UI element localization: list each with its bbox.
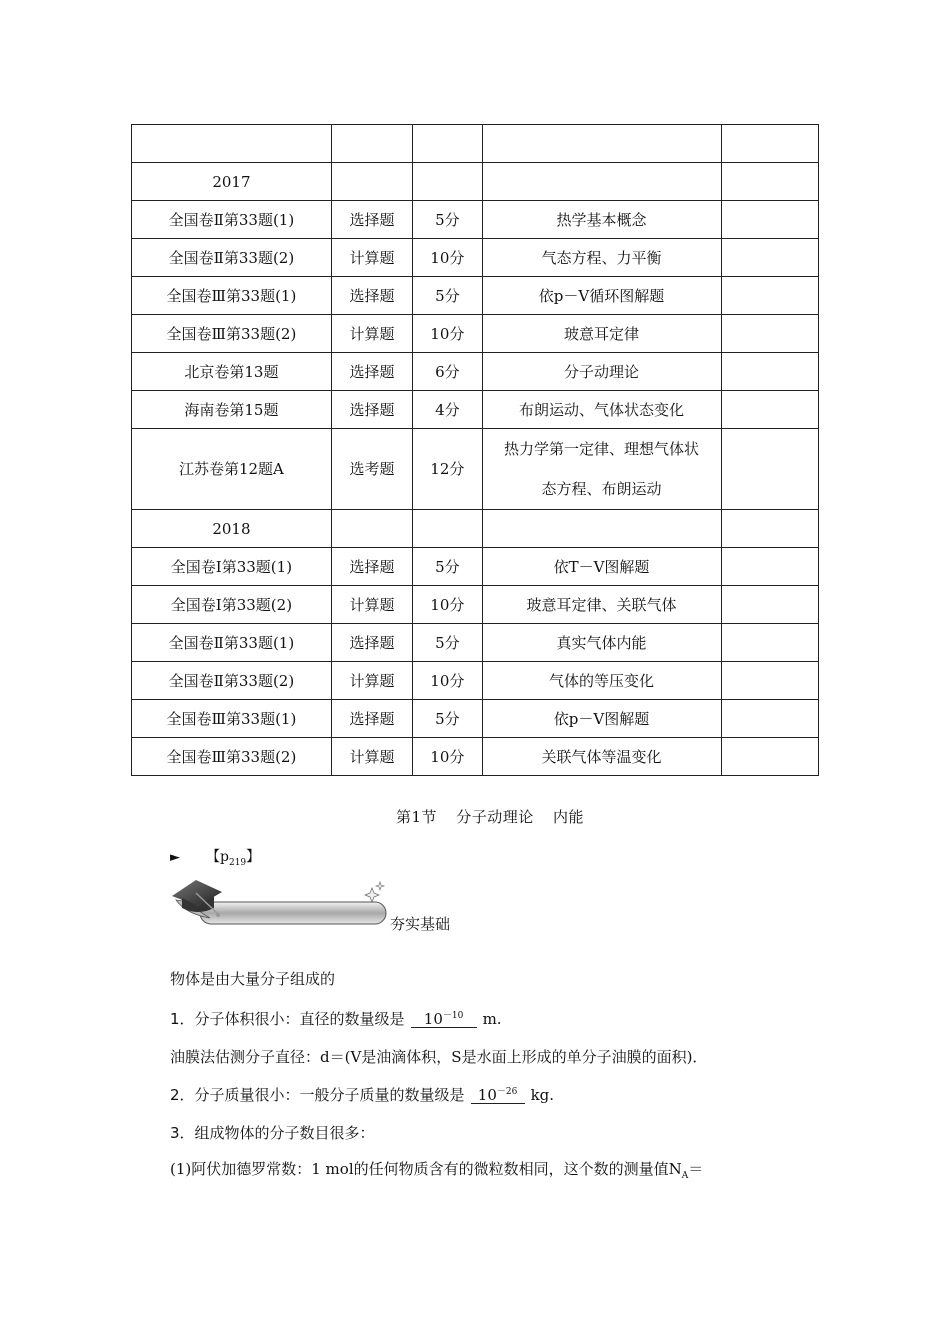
header-cell [482,125,721,163]
topic-cell: 玻意耳定律 [482,315,721,353]
paper-cell: 全国卷Ⅲ第33题(2) [132,315,332,353]
topic-cell: 玻意耳定律、关联气体 [482,586,721,624]
topic-line: 态方程、布朗运动 [541,480,662,498]
paper-cell: 全国卷Ⅲ第33题(1) [132,700,332,738]
score-cell: 10分 [413,586,482,624]
score-cell: 6分 [413,353,482,391]
question-type-cell: 选择题 [331,277,412,315]
topic-cell: 关联气体等温变化 [482,738,721,776]
table-row [132,277,819,315]
note-cell [721,586,818,624]
header-cell [413,125,482,163]
topic-cell: 依p－V循环图解题 [482,277,721,315]
paragraph-item-1: 1．分子体积很小：直径的数量级是 $10^{-10}$ m. [170,1010,502,1028]
table-row [132,239,819,277]
paper-cell: 全国卷Ⅱ第33题(2) [132,662,332,700]
header-cell [331,125,412,163]
paragraph-item-3: 3．组成物体的分子数目很多： [170,1124,375,1142]
header-cell [721,125,818,163]
answer-blank: $10^{-10}$ [411,1008,477,1028]
score-cell: 5分 [413,624,482,662]
question-type-cell: 计算题 [331,662,412,700]
note-cell [721,315,818,353]
score-cell: 10分 [413,662,482,700]
table-row [132,738,819,776]
table-row [132,353,819,391]
topic-cell: 气体的等压变化 [482,662,721,700]
section-title: 第1节 分子动理论 内能 [395,808,585,826]
question-type-cell: 选考题 [331,429,412,510]
topic-cell: 依p－V图解题 [482,700,721,738]
table-header-row [132,125,819,163]
empty-cell [331,510,412,548]
question-type-cell: 选择题 [331,700,412,738]
year-row [132,163,819,201]
page-reference: ► 【$p_{219}$】 [170,849,261,868]
paper-cell: 全国卷Ⅰ第33题(1) [132,548,332,586]
empty-cell [721,163,818,201]
score-cell: 12分 [413,429,482,510]
note-cell [721,429,818,510]
note-cell [721,353,818,391]
topic-cell: 布朗运动、气体状态变化 [482,391,721,429]
empty-cell [413,163,482,201]
question-type-cell: 选择题 [331,201,412,239]
table-row [132,429,819,510]
score-cell: 4分 [413,391,482,429]
note-cell [721,700,818,738]
paper-cell: 海南卷第15题 [132,391,332,429]
empty-cell [482,510,721,548]
score-cell: 5分 [413,277,482,315]
question-type-cell: 选择题 [331,624,412,662]
score-cell: 10分 [413,738,482,776]
topic-line: 热力学第一定律、理想气体状 [504,440,700,458]
year-cell: 2017 [132,163,332,201]
year-row [132,510,819,548]
paper-cell: 全国卷Ⅱ第33题(2) [132,239,332,277]
note-cell [721,548,818,586]
note-cell [721,391,818,429]
table-row [132,624,819,662]
arrow-icon: ► [170,850,180,865]
question-type-cell: 选择题 [331,353,412,391]
empty-cell [331,163,412,201]
paragraph-oil-film: 油膜法估测分子直径：d＝(V是油滴体积，S是水面上形成的单分子油膜的面积)． [170,1048,708,1066]
table-row [132,662,819,700]
table-row [132,586,819,624]
question-type-cell: 计算题 [331,239,412,277]
score-cell: 10分 [413,239,482,277]
banner-text: 夯实基础 [390,915,451,933]
question-type-cell: 计算题 [331,315,412,353]
paragraph-item-2: 2．分子质量很小：一般分子质量的数量级是 $10^{-26}$ kg. [170,1086,555,1104]
topic-cell: 依T－V图解题 [482,548,721,586]
note-cell [721,738,818,776]
answer-blank: $10^{-26}$ [471,1084,525,1104]
note-cell [721,624,818,662]
note-cell [721,201,818,239]
table-row [132,315,819,353]
topic-cell: 真实气体内能 [482,624,721,662]
question-type-cell: 选择题 [331,548,412,586]
empty-cell [482,163,721,201]
table-row [132,700,819,738]
paper-cell: 江苏卷第12题A [132,429,332,510]
question-type-cell: 计算题 [331,738,412,776]
question-type-cell: 计算题 [331,586,412,624]
paper-cell: 全国卷Ⅱ第33题(1) [132,624,332,662]
score-cell: 10分 [413,315,482,353]
topic-cell [482,429,721,510]
paper-cell: 全国卷Ⅰ第33题(2) [132,586,332,624]
body-heading: 物体是由大量分子组成的 [170,970,336,988]
topic-cell: 气态方程、力平衡 [482,239,721,277]
note-cell [721,277,818,315]
empty-cell [413,510,482,548]
paper-cell: 北京卷第13题 [132,353,332,391]
header-cell [132,125,332,163]
paper-cell: 全国卷Ⅲ第33题(1) [132,277,332,315]
score-cell: 5分 [413,548,482,586]
table-row [132,391,819,429]
table-row [132,201,819,239]
note-cell [721,662,818,700]
paper-cell: 全国卷Ⅱ第33题(1) [132,201,332,239]
paper-cell: 全国卷Ⅲ第33题(2) [132,738,332,776]
question-type-cell: 选择题 [331,391,412,429]
score-cell: 5分 [413,700,482,738]
topic-cell: 分子动理论 [482,353,721,391]
score-cell: 5分 [413,201,482,239]
exam-statistics-table [131,124,819,776]
topic-cell: 热学基本概念 [482,201,721,239]
note-cell [721,239,818,277]
table-row [132,548,819,586]
year-cell: 2018 [132,510,332,548]
paragraph-item-4: (1)阿伏加德罗常数：1 mol的任何物质含有的微粒数相同，这个数的测量值$N_A=$ [170,1160,704,1181]
empty-cell [721,510,818,548]
